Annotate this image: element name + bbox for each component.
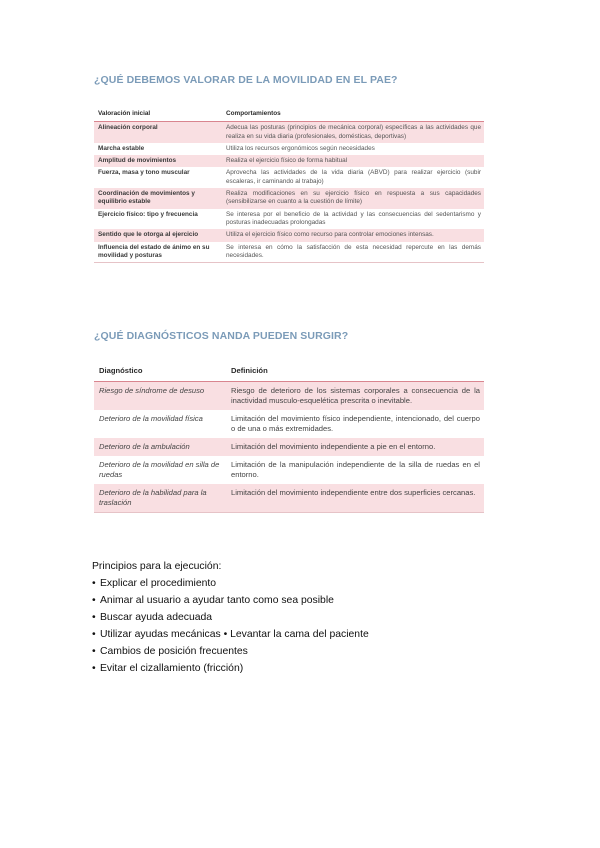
table-row: [94, 242, 484, 263]
table-row: [94, 229, 484, 241]
table-row: [94, 438, 484, 456]
table-row: [94, 209, 484, 230]
section1-heading: ¿QUÉ DEBEMOS VALORAR DE LA MOVILIDAD EN EL PAE?: [94, 74, 398, 86]
principle-text: Explicar el procedimiento: [100, 578, 217, 589]
diagnosis-definition: Riesgo de deterioro de los sistemas corporales a consecuencia de la inactividad musculo-esquelética prescrita o inevitable.: [226, 382, 484, 411]
table-row: [94, 188, 484, 209]
principle-text: Animar al usuario a ayudar tanto como sea posible: [100, 595, 334, 606]
principles-section: [92, 558, 369, 677]
assessment-item: Ejercicio físico: tipo y frecuencia: [94, 209, 222, 230]
principle-text: Buscar ayuda adecuada: [100, 612, 213, 623]
table-row: [94, 155, 484, 167]
principles-title: Principios para la ejecución:: [92, 561, 222, 572]
bullet: •: [92, 663, 96, 674]
diagnosis-definition: Limitación del movimiento independiente a pie en el entorno.: [226, 438, 484, 456]
assessment-col-initial: Valoración inicial: [94, 107, 222, 122]
assessment-item: Amplitud de movimientos: [94, 155, 222, 167]
table-row: [94, 382, 484, 411]
assessment-table: [94, 107, 484, 263]
list-item: [92, 626, 369, 643]
diagnosis-table: [94, 361, 484, 513]
assessment-item: Sentido que le otorga al ejercicio: [94, 229, 222, 241]
list-item: [92, 592, 369, 609]
table-row: [94, 410, 484, 438]
assessment-item: Coordinación de movimientos y equilibrio estable: [94, 188, 222, 209]
section2-heading: ¿QUÉ DIAGNÓSTICOS NANDA PUEDEN SURGIR?: [94, 330, 349, 342]
diagnosis-definition: Limitación del movimiento físico independiente, intencionado, del cuerpo o de una o más extremidades.: [226, 410, 484, 438]
table-row: [94, 143, 484, 155]
principles-list: [92, 575, 369, 677]
assessment-item: Alineación corporal: [94, 122, 222, 143]
assessment-behaviour: Se interesa en cómo la satisfacción de esta necesidad repercute en las demás necesidades.: [222, 242, 484, 263]
assessment-behaviour: Aprovecha las actividades de la vida diaria (ABVD) para realizar ejercicio (subir escaleras, ir caminando al trabajo): [222, 167, 484, 188]
bullet: •: [92, 578, 96, 589]
assessment-behaviour: Realiza modificaciones en su ejercicio físico en respuesta a sus capacidades (sensibilizarse en cuanto a la cuestión de límite): [222, 188, 484, 209]
bullet: •: [92, 595, 96, 606]
table-row: [94, 122, 484, 143]
list-item: [92, 575, 369, 592]
assessment-item: Fuerza, masa y tono muscular: [94, 167, 222, 188]
diagnosis-name: Riesgo de síndrome de desuso: [94, 382, 226, 411]
diagnosis-col-definition: Definición: [226, 361, 484, 382]
assessment-item: Marcha estable: [94, 143, 222, 155]
diagnosis-definition: Limitación de la manipulación independiente de la silla de ruedas en el entorno.: [226, 456, 484, 484]
assessment-behaviour: Se interesa por el beneficio de la actividad y las consecuencias del sedentarismo y posturas inadecuadas prolongadas: [222, 209, 484, 230]
principle-text: Cambios de posición frecuentes: [100, 646, 248, 657]
diagnosis-definition: Limitación del movimiento independiente entre dos superficies cercanas.: [226, 484, 484, 513]
diagnosis-col-name: Diagnóstico: [94, 361, 226, 382]
assessment-behaviour: Utiliza el ejercicio físico como recurso para controlar emociones intensas.: [222, 229, 484, 241]
table-row: [94, 484, 484, 513]
bullet: •: [92, 646, 96, 657]
list-item: [92, 660, 369, 677]
list-item: [92, 643, 369, 660]
bullet: •: [92, 629, 96, 640]
principle-text: Utilizar ayudas mecánicas • Levantar la cama del paciente: [100, 629, 369, 640]
bullet: •: [92, 612, 96, 623]
diagnosis-name: Deterioro de la ambulación: [94, 438, 226, 456]
diagnosis-name: Deterioro de la movilidad en silla de ruedas: [94, 456, 226, 484]
assessment-col-behaviour: Comportamientos: [222, 107, 484, 122]
assessment-behaviour: Realiza el ejercicio físico de forma habitual: [222, 155, 484, 167]
table-row: [94, 167, 484, 188]
diagnosis-name: Deterioro de la habilidad para la traslación: [94, 484, 226, 513]
list-item: [92, 609, 369, 626]
assessment-table-header: [94, 107, 484, 122]
assessment-item: Influencia del estado de ánimo en su movilidad y posturas: [94, 242, 222, 263]
assessment-behaviour: Utiliza los recursos ergonómicos según necesidades: [222, 143, 484, 155]
principle-text: Evitar el cizallamiento (fricción): [100, 663, 244, 674]
assessment-behaviour: Adecua las posturas (principios de mecánica corporal) específicas a las actividades que realiza en su vida diaria (profesionales, domésticas, deportivas): [222, 122, 484, 143]
diagnosis-table-header: [94, 361, 484, 382]
diagnosis-name: Deterioro de la movilidad física: [94, 410, 226, 438]
table-row: [94, 456, 484, 484]
